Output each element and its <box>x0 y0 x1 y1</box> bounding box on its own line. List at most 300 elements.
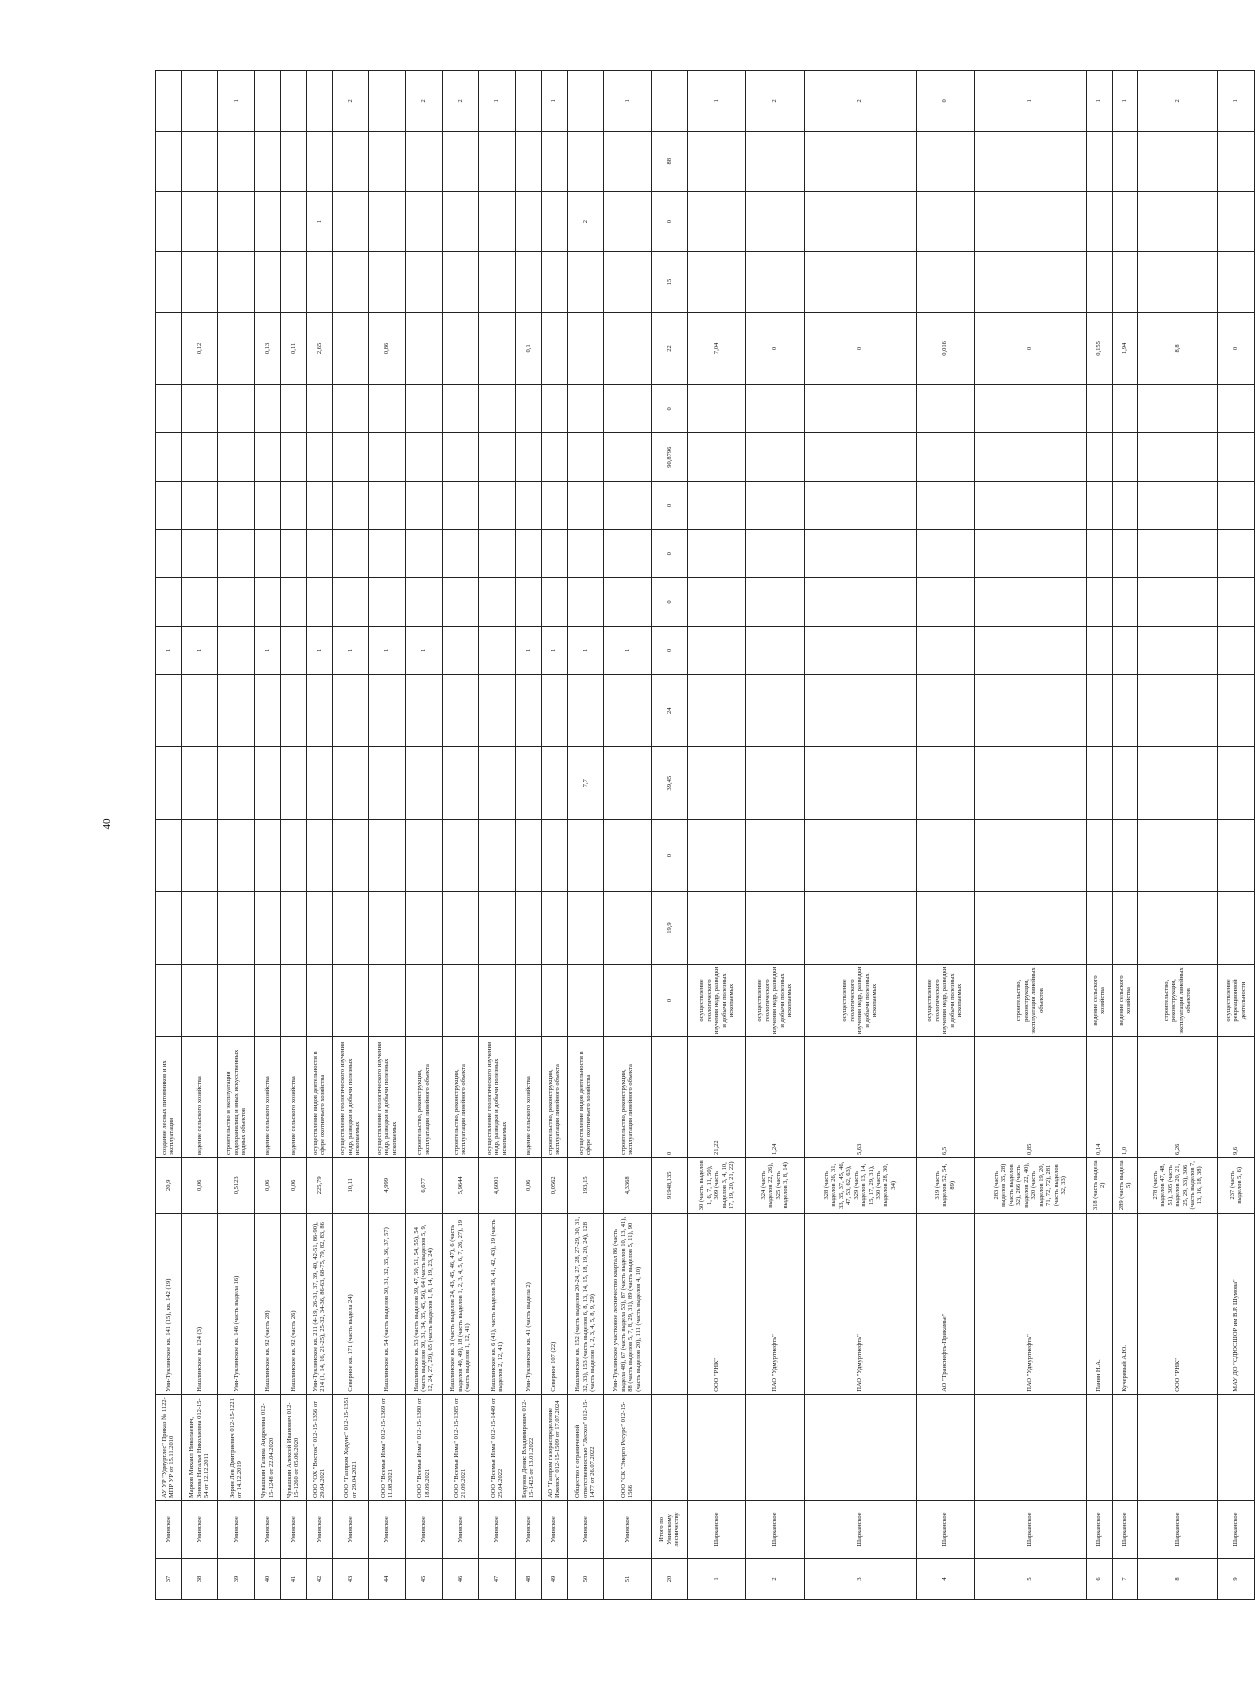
table-cell: 24 <box>651 674 688 746</box>
table-cell: 10,11 <box>332 1158 369 1214</box>
table-cell <box>916 530 974 578</box>
table-cell: Северное 107 (22) <box>541 1213 567 1394</box>
table-cell <box>218 385 255 433</box>
table-cell: 37 <box>156 1558 182 1599</box>
table-cell <box>974 131 1086 191</box>
table-cell: Шарканское <box>746 1500 804 1558</box>
table-cell <box>255 131 281 191</box>
table-cell <box>1218 747 1255 819</box>
table-cell: осуществление видов деятельности в сфере охотничьего хозяйства <box>567 1037 604 1158</box>
table-cell: 20,9 <box>156 1158 182 1214</box>
table-cell <box>974 578 1086 626</box>
table-cell <box>567 819 604 891</box>
table-cell: Чувашкин Алексей Иванович 012-15-1260 от 05.06.2020 <box>280 1394 306 1500</box>
table-cell: 22 <box>651 312 688 384</box>
table-cell: 1 <box>567 626 604 674</box>
table-cell <box>1218 131 1255 191</box>
table-cell <box>1112 385 1138 433</box>
table-row <box>479 71 516 1600</box>
table-cell <box>479 892 516 964</box>
table-cell <box>974 191 1086 251</box>
table-cell: Кучерявый А.Ю. <box>1112 1213 1138 1394</box>
table-cell: 283 (часть выделов 35, 28) (часть выделов 32), 266 (часть выделов 22, 40), 320 (часть выделов 19, 20, 71, 72, 72), 281 (часть выделов 32, 33) <box>974 1158 1086 1214</box>
table-cell <box>746 252 804 312</box>
table-cell: 50 <box>567 1558 604 1599</box>
table-cell <box>916 578 974 626</box>
table-cell <box>181 892 218 964</box>
table-cell <box>181 964 218 1036</box>
table-cell <box>688 385 746 433</box>
table-cell: 7,04 <box>688 312 746 384</box>
table-cell: 6,26 <box>1138 1037 1218 1158</box>
table-cell: Унинское <box>255 1500 281 1558</box>
table-cell <box>515 674 541 746</box>
table-cell <box>405 481 442 529</box>
table-cell <box>604 312 651 384</box>
table-cell: Уни-Туклянское участковое лесничество квартал 86 (часть выдела 48), 67 (часть выдела 53), 87 (часть выделов 10, 13, 41), 88 (часть выделов 5, 7, 8, 29, 31), 89 (часть выделов 5, 11), 90 (часть выделов 20), 111 (часть выделов 4, 10) <box>604 1213 651 1394</box>
table-cell <box>688 578 746 626</box>
table-cell <box>218 191 255 251</box>
table-cell <box>746 578 804 626</box>
table-cell <box>255 819 281 891</box>
table-cell <box>1138 530 1218 578</box>
table-cell: 0,12 <box>181 312 218 384</box>
table-cell <box>306 530 332 578</box>
table-cell <box>442 819 479 891</box>
table-cell: 3 <box>804 1558 916 1599</box>
table-cell <box>369 578 406 626</box>
table-cell <box>156 312 182 384</box>
table-cell: 1 <box>369 626 406 674</box>
table-cell <box>156 385 182 433</box>
table-cell: 278 (часть выделов 47, 48, 51), 305 (часть выделов 20, 21, 25, 29, 33), 306 (часть выделов 7, 13, 16, 18, 38) <box>1138 1158 1218 1214</box>
table-cell <box>1086 433 1112 481</box>
table-cell <box>332 747 369 819</box>
table-cell <box>280 385 306 433</box>
table-cell <box>1112 191 1138 251</box>
table-cell <box>156 674 182 746</box>
table-cell <box>688 252 746 312</box>
table-cell: Панин Н.А. <box>1086 1213 1112 1394</box>
table-cell: 2 <box>746 71 804 132</box>
table-cell <box>651 1213 688 1394</box>
table-cell: осуществление геологического изучения недр, разведки и добычи полезных ископаемых <box>804 964 916 1036</box>
table-cell <box>804 674 916 746</box>
table-cell <box>181 819 218 891</box>
table-cell <box>442 385 479 433</box>
table-cell: Нашлинское кв. 3 (часть выделов 24, 43, 45, 46, 47), 6 (часть выделов 40, 49), 18 (часть выделов 1, 2, 3, 4, 5, 6, 7, 26, 27), 19 (часть выделов 1, 12, 41) <box>442 1213 479 1394</box>
table-cell <box>181 530 218 578</box>
table-cell: 6 <box>1086 1558 1112 1599</box>
table-cell <box>916 819 974 891</box>
table-cell <box>541 819 567 891</box>
table-cell: АУ УР "Удмуртлес" Приказ № 1122-МПР УР от 15.11.2010 <box>156 1394 182 1500</box>
table-cell <box>746 747 804 819</box>
table-cell <box>332 385 369 433</box>
table-cell: 0 <box>651 191 688 251</box>
table-cell <box>479 433 516 481</box>
table-cell: 2 <box>746 1558 804 1599</box>
table-cell <box>156 131 182 191</box>
table-cell <box>442 626 479 674</box>
table-cell <box>604 578 651 626</box>
table-cell: 4 <box>916 1558 974 1599</box>
table-cell <box>181 433 218 481</box>
table-cell <box>442 312 479 384</box>
table-cell <box>306 131 332 191</box>
table-cell <box>280 433 306 481</box>
table-cell <box>974 252 1086 312</box>
table-cell: Итого по Унинскому лесничеству <box>651 1500 688 1558</box>
table-cell: 91948,135 <box>651 1158 688 1214</box>
table-cell <box>479 578 516 626</box>
table-cell: 39,45 <box>651 747 688 819</box>
table-cell: 42 <box>306 1558 332 1599</box>
table-cell <box>405 252 442 312</box>
table-cell: 319 (часть выделов 52, 54, 89) <box>916 1158 974 1214</box>
table-cell <box>369 964 406 1036</box>
table-cell <box>567 131 604 191</box>
table-row <box>1218 71 1255 1600</box>
table-cell <box>156 964 182 1036</box>
table-cell <box>255 191 281 251</box>
table-cell: Чувашкин Галина Андреевна 012-15-1248 от 22.04.2020 <box>255 1394 281 1500</box>
table-cell <box>567 892 604 964</box>
table-cell: осуществление рекреационной деятельности <box>1218 964 1255 1036</box>
table-cell: Унинское <box>280 1500 306 1558</box>
table-cell <box>218 481 255 529</box>
table-cell <box>369 252 406 312</box>
table-cell <box>1138 892 1218 964</box>
table-cell <box>332 191 369 251</box>
table-cell <box>1218 1394 1255 1500</box>
table-cell <box>1138 191 1218 251</box>
table-cell <box>479 626 516 674</box>
table-cell <box>181 385 218 433</box>
table-cell <box>1138 674 1218 746</box>
table-cell: осуществление геологического изучения недр, разведки и добычи полезных ископаемых <box>369 1037 406 1158</box>
table-cell: 2 <box>442 71 479 132</box>
table-cell <box>746 892 804 964</box>
table-cell: 318 (часть выдела 2) <box>1086 1158 1112 1214</box>
table-row <box>442 71 479 1600</box>
table-cell <box>804 385 916 433</box>
table-cell <box>974 530 1086 578</box>
table-row <box>804 71 916 1600</box>
table-cell <box>218 819 255 891</box>
table-cell: Унинское <box>369 1500 406 1558</box>
table-cell <box>218 433 255 481</box>
table-cell <box>218 626 255 674</box>
table-cell: 4,999 <box>369 1158 406 1214</box>
table-cell: 0,06 <box>255 1158 281 1214</box>
table-cell <box>567 964 604 1036</box>
table-cell <box>332 312 369 384</box>
table-cell <box>255 747 281 819</box>
table-cell: 1,24 <box>746 1037 804 1158</box>
table-cell <box>306 71 332 132</box>
table-cell <box>306 819 332 891</box>
table-cell: 1 <box>181 626 218 674</box>
table-cell: 324 (часть выделов 22, 26), 325 (часть выделов 3, 8, 14) <box>746 1158 804 1214</box>
table-cell <box>280 626 306 674</box>
table-cell <box>604 481 651 529</box>
table-cell <box>1138 819 1218 891</box>
table-cell <box>515 71 541 132</box>
lease-table <box>155 70 1255 1600</box>
table-cell <box>442 747 479 819</box>
table-cell <box>280 578 306 626</box>
table-cell: ведение сельского хозяйства <box>515 1037 541 1158</box>
table-cell: 0,1 <box>515 312 541 384</box>
table-cell <box>541 191 567 251</box>
table-cell <box>1086 481 1112 529</box>
table-cell: 1 <box>306 626 332 674</box>
table-cell <box>515 819 541 891</box>
table-cell <box>369 819 406 891</box>
table-row <box>515 71 541 1600</box>
table-cell <box>306 964 332 1036</box>
table-cell: 19,9 <box>651 892 688 964</box>
table-cell <box>541 312 567 384</box>
table-cell <box>1218 252 1255 312</box>
table-cell: 1 <box>515 626 541 674</box>
table-cell <box>1138 131 1218 191</box>
table-cell <box>405 385 442 433</box>
table-cell <box>974 674 1086 746</box>
table-cell <box>1086 1394 1112 1500</box>
table-cell: 38 <box>181 1558 218 1599</box>
table-cell: Шарканское <box>804 1500 916 1558</box>
table-row <box>604 71 651 1600</box>
table-cell: 0 <box>651 385 688 433</box>
table-cell <box>974 433 1086 481</box>
table-cell: Нашлинское кв. 92 (часть 26) <box>280 1213 306 1394</box>
table-cell <box>1138 481 1218 529</box>
table-row <box>255 71 281 1600</box>
table-cell <box>541 385 567 433</box>
table-cell <box>515 191 541 251</box>
table-cell <box>916 481 974 529</box>
table-cell <box>218 892 255 964</box>
table-cell: 328 (часть выделов 26, 31, 33, 35, 37, 45, 46, 47, 53, 62, 63), 329 (часть выделов 13, 14, 15, 17, 29, 31), 330 (часть выделов 28, 30, 34) <box>804 1158 916 1214</box>
table-cell: Унинское <box>181 1500 218 1558</box>
table-cell <box>181 71 218 132</box>
table-cell <box>746 530 804 578</box>
table-cell <box>974 892 1086 964</box>
table-cell <box>306 433 332 481</box>
table-cell: строительство, реконструкция, эксплуатация линейного объекта <box>405 1037 442 1158</box>
table-cell: 4,3368 <box>604 1158 651 1214</box>
table-cell <box>974 747 1086 819</box>
table-cell <box>541 530 567 578</box>
table-cell <box>442 481 479 529</box>
table-cell <box>567 578 604 626</box>
table-cell <box>369 747 406 819</box>
table-row <box>405 71 442 1600</box>
table-cell: 0,155 <box>1086 312 1112 384</box>
table-cell <box>479 191 516 251</box>
table-cell <box>306 747 332 819</box>
table-cell <box>1112 530 1138 578</box>
table-cell: 1 <box>688 71 746 132</box>
table-cell <box>515 481 541 529</box>
table-cell: 2 <box>405 71 442 132</box>
table-cell: 0 <box>746 312 804 384</box>
table-cell <box>688 819 746 891</box>
table-cell <box>1112 131 1138 191</box>
table-cell: ООО "Всемья Изма" 012-15-1449 от 25.04.2022 <box>479 1394 516 1500</box>
table-cell <box>1138 1394 1218 1500</box>
table-cell <box>280 481 306 529</box>
table-cell <box>280 819 306 891</box>
table-cell: 9 <box>1218 1558 1255 1599</box>
table-cell: 0 <box>1218 312 1255 384</box>
table-cell <box>746 191 804 251</box>
table-cell <box>1218 674 1255 746</box>
table-cell <box>442 252 479 312</box>
table-cell <box>280 892 306 964</box>
table-cell <box>369 71 406 132</box>
table-cell <box>181 131 218 191</box>
table-cell: 7 <box>1112 1558 1138 1599</box>
table-cell <box>405 578 442 626</box>
table-cell: 49 <box>541 1558 567 1599</box>
table-cell <box>541 578 567 626</box>
table-cell <box>369 674 406 746</box>
table-cell: ООО "РНК" <box>688 1213 746 1394</box>
table-cell: 5,9644 <box>442 1158 479 1214</box>
table-row <box>280 71 306 1600</box>
table-cell <box>567 481 604 529</box>
table-cell <box>306 385 332 433</box>
table-row <box>156 71 182 1600</box>
table-cell <box>255 892 281 964</box>
table-cell: создание лесных питомников и их эксплуатация <box>156 1037 182 1158</box>
table-cell <box>804 747 916 819</box>
table-cell: 0 <box>974 312 1086 384</box>
table-cell <box>604 747 651 819</box>
table-cell <box>1086 819 1112 891</box>
table-cell <box>156 481 182 529</box>
table-cell: строительство, реконструкция, эксплуатация линейных объектов <box>974 964 1086 1036</box>
table-cell <box>688 626 746 674</box>
table-cell: 30 (часть выделов 1, 6, 7, 11, 50), 309 (часть выделов 3, 4, 10, 17, 19, 20, 21, 22) <box>688 1158 746 1214</box>
table-cell <box>916 191 974 251</box>
table-cell: Шарканское <box>1086 1500 1112 1558</box>
table-cell: Нашлинское кв. 54 (часть выделов 30, 31, 32, 35, 36, 37, 57) <box>369 1213 406 1394</box>
table-cell: осуществление видов деятельности в сфере охотничьего хозяйства <box>306 1037 332 1158</box>
table-cell <box>405 131 442 191</box>
table-cell <box>332 892 369 964</box>
table-cell <box>804 819 916 891</box>
table-cell <box>688 747 746 819</box>
table-cell: ведение сельского хозяйства <box>280 1037 306 1158</box>
table-cell: 2,65 <box>306 312 332 384</box>
table-cell: 48 <box>515 1558 541 1599</box>
table-cell: 47 <box>479 1558 516 1599</box>
table-cell: 43 <box>332 1558 369 1599</box>
table-cell <box>479 674 516 746</box>
table-cell <box>1112 747 1138 819</box>
table-cell <box>916 433 974 481</box>
table-cell: Шарканское <box>1112 1500 1138 1558</box>
table-cell: ПАО "Удмуртнефть" <box>746 1213 804 1394</box>
table-cell: Уни-Туклянское кв. 141 (15), кв. 142 (19) <box>156 1213 182 1394</box>
table-cell <box>1086 626 1112 674</box>
table-cell: Нашлинское кв. 6 (41), часть выделов 36, 41, 42, 43), 19 (часть выделов 2, 12, 41) <box>479 1213 516 1394</box>
table-cell <box>405 674 442 746</box>
table-cell <box>604 819 651 891</box>
table-cell <box>369 530 406 578</box>
table-cell: 45 <box>405 1558 442 1599</box>
table-cell: АО "Транснефть-Прикамье" <box>916 1213 974 1394</box>
table-cell <box>156 252 182 312</box>
table-cell: 46 <box>442 1558 479 1599</box>
table-cell: 1 <box>1112 71 1138 132</box>
table-cell <box>156 530 182 578</box>
table-row <box>567 71 604 1600</box>
table-cell <box>332 674 369 746</box>
table-cell <box>1218 626 1255 674</box>
table-cell <box>255 578 281 626</box>
table-cell: 1 <box>218 71 255 132</box>
table-cell <box>541 674 567 746</box>
table-cell <box>604 385 651 433</box>
table-cell: 40 <box>255 1558 281 1599</box>
table-cell <box>604 964 651 1036</box>
table-cell <box>746 385 804 433</box>
table-cell <box>541 131 567 191</box>
table-cell <box>255 71 281 132</box>
table-cell <box>479 385 516 433</box>
table-cell <box>218 252 255 312</box>
table-cell <box>405 433 442 481</box>
table-cell: 0,85 <box>974 1037 1086 1158</box>
table-cell: 1 <box>405 626 442 674</box>
table-cell: строительство и эксплуатация водохранилищ и иных искусственных водных объектов <box>218 1037 255 1158</box>
table-cell: 193,15 <box>567 1158 604 1214</box>
table-cell <box>156 578 182 626</box>
table-cell: Шарканское <box>1138 1500 1218 1558</box>
table-cell <box>688 481 746 529</box>
table-cell: 1 <box>332 626 369 674</box>
table-cell <box>479 481 516 529</box>
table-cell <box>974 819 1086 891</box>
table-cell: строительство, реконструкция, эксплуатация линейного объекта <box>541 1037 567 1158</box>
table-cell: 88 <box>651 131 688 191</box>
table-cell <box>479 747 516 819</box>
table-cell: строительство, реконструкция, эксплуатация линейного объекта <box>604 1037 651 1158</box>
table-cell: ведение сельского хозяйства <box>181 1037 218 1158</box>
table-cell: 5,63 <box>804 1037 916 1158</box>
table-cell <box>332 131 369 191</box>
table-cell <box>1112 674 1138 746</box>
table-cell <box>974 626 1086 674</box>
table-cell: 4,6001 <box>479 1158 516 1214</box>
table-cell: 1 <box>306 191 332 251</box>
table-cell: Нашлинское кв. 92 (часть 28) <box>255 1213 281 1394</box>
table-cell: ООО "ОХ "Восток" 012-15-1356 от 29.04.2021 <box>306 1394 332 1500</box>
table-cell <box>255 964 281 1036</box>
table-cell: 0,5123 <box>218 1158 255 1214</box>
table-cell <box>181 747 218 819</box>
table-cell <box>804 191 916 251</box>
table-cell <box>181 578 218 626</box>
table-cell <box>974 1394 1086 1500</box>
table-cell <box>567 312 604 384</box>
table-cell <box>1112 892 1138 964</box>
